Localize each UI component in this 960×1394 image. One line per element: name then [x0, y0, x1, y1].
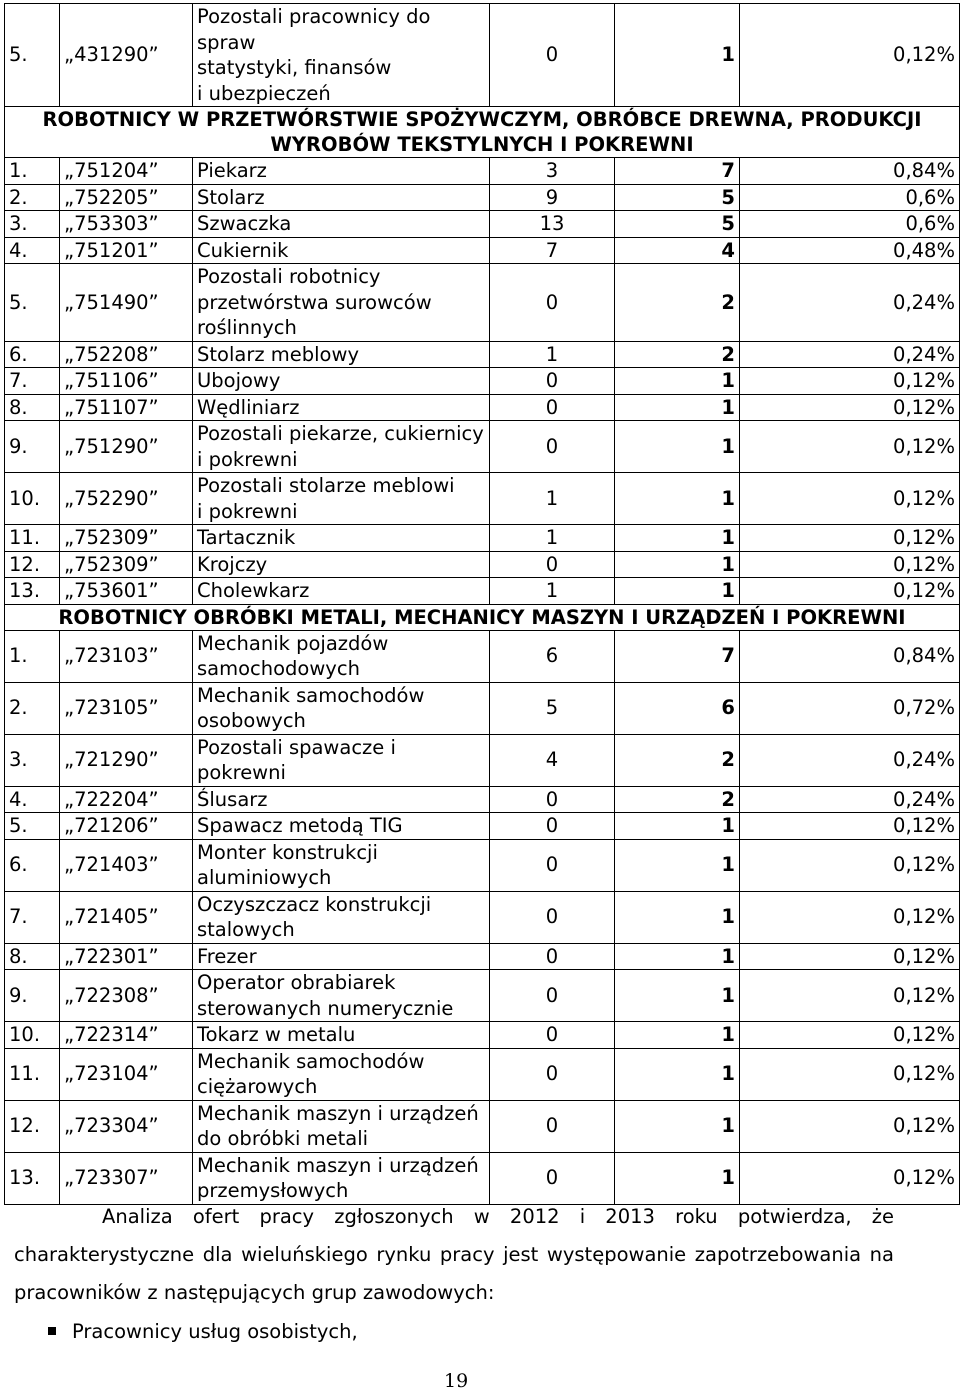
job-offers: 0 — [490, 891, 615, 943]
row-number: 2. — [5, 682, 60, 734]
occupation-code: „751290” — [60, 421, 193, 473]
table-row — [5, 525, 960, 552]
employed-count: 4 — [615, 237, 740, 264]
job-offers: 0 — [490, 1152, 615, 1204]
occupation-code: „752205” — [60, 184, 193, 211]
row-number: 12. — [5, 551, 60, 578]
occupation-name: Piekarz — [193, 158, 490, 185]
occupation-name: Ubojowy — [193, 368, 490, 395]
occupation-code: „723103” — [60, 630, 193, 682]
occupation-name: Frezer — [193, 943, 490, 970]
occupation-name: Oczyszczacz konstrukcji stalowych — [193, 891, 490, 943]
occupations-table — [4, 3, 960, 1205]
row-number: 8. — [5, 943, 60, 970]
share-percent: 0,12% — [740, 943, 960, 970]
share-percent: 0,12% — [740, 525, 960, 552]
job-offers: 13 — [490, 211, 615, 238]
share-percent: 0,12% — [740, 970, 960, 1022]
employed-count: 1 — [615, 578, 740, 605]
share-percent: 0,84% — [740, 630, 960, 682]
row-number: 2. — [5, 184, 60, 211]
row-number: 5. — [5, 4, 60, 107]
table-row — [5, 578, 960, 605]
job-offers: 0 — [490, 394, 615, 421]
table-row — [5, 1022, 960, 1049]
job-offers: 4 — [490, 734, 615, 786]
share-percent: 0,12% — [740, 1022, 960, 1049]
job-offers: 0 — [490, 813, 615, 840]
table-row — [5, 786, 960, 813]
table-row — [5, 4, 960, 107]
table-row — [5, 1048, 960, 1100]
occupation-name: Pozostali piekarze, cukiernicy i pokrewni — [193, 421, 490, 473]
occupation-name: Spawacz metodą TIG — [193, 813, 490, 840]
bullet-item-text: Pracownicy usług osobistych, — [72, 1320, 358, 1343]
occupation-name: Pozostali spawacze i pokrewni — [193, 734, 490, 786]
employed-count: 1 — [615, 525, 740, 552]
job-offers: 1 — [490, 473, 615, 525]
employed-count: 1 — [615, 4, 740, 107]
table-row — [5, 682, 960, 734]
occupation-code: „721403” — [60, 839, 193, 891]
page-number: 19 — [444, 1370, 469, 1392]
row-number: 6. — [5, 839, 60, 891]
occupation-name: Ślusarz — [193, 786, 490, 813]
job-offers: 0 — [490, 1048, 615, 1100]
share-percent: 0,6% — [740, 211, 960, 238]
occupation-code: „752309” — [60, 551, 193, 578]
occupation-code: „751204” — [60, 158, 193, 185]
employed-count: 5 — [615, 184, 740, 211]
share-percent: 0,12% — [740, 813, 960, 840]
share-percent: 0,72% — [740, 682, 960, 734]
job-offers: 0 — [490, 786, 615, 813]
job-offers: 0 — [490, 970, 615, 1022]
table-row — [5, 421, 960, 473]
job-offers: 6 — [490, 630, 615, 682]
occupation-code: „752208” — [60, 341, 193, 368]
employed-count: 1 — [615, 839, 740, 891]
table-row — [5, 551, 960, 578]
share-percent: 0,12% — [740, 891, 960, 943]
occupation-code: „722308” — [60, 970, 193, 1022]
job-offers: 0 — [490, 1022, 615, 1049]
job-offers: 0 — [490, 264, 615, 342]
employed-count: 1 — [615, 394, 740, 421]
occupation-name: Stolarz — [193, 184, 490, 211]
table-row — [5, 211, 960, 238]
job-offers: 0 — [490, 368, 615, 395]
occupation-code: „723105” — [60, 682, 193, 734]
occupation-name: Mechanik pojazdów samochodowych — [193, 630, 490, 682]
row-number: 6. — [5, 341, 60, 368]
employed-count: 1 — [615, 891, 740, 943]
share-percent: 0,12% — [740, 473, 960, 525]
occupation-code: „752290” — [60, 473, 193, 525]
occupation-name: Mechanik maszyn i urządzeń przemysłowych — [193, 1152, 490, 1204]
job-offers: 1 — [490, 525, 615, 552]
occupation-code: „721405” — [60, 891, 193, 943]
table-row — [5, 158, 960, 185]
row-number: 1. — [5, 630, 60, 682]
occupation-name: Pozostali stolarze meblowi i pokrewni — [193, 473, 490, 525]
occupation-name: Szwaczka — [193, 211, 490, 238]
employed-count: 2 — [615, 734, 740, 786]
occupation-name: Mechanik samochodów osobowych — [193, 682, 490, 734]
table-row — [5, 368, 960, 395]
occupation-code: „723307” — [60, 1152, 193, 1204]
row-number: 7. — [5, 368, 60, 395]
table-row — [5, 264, 960, 342]
share-percent: 0,12% — [740, 421, 960, 473]
paragraph-line-3: pracowników z następujących grup zawodowych: — [14, 1281, 495, 1304]
occupation-code: „721206” — [60, 813, 193, 840]
occupation-code: „722301” — [60, 943, 193, 970]
occupation-name: Tokarz w metalu — [193, 1022, 490, 1049]
share-percent: 0,84% — [740, 158, 960, 185]
occupation-code: „721290” — [60, 734, 193, 786]
row-number: 9. — [5, 970, 60, 1022]
row-number: 1. — [5, 158, 60, 185]
occupation-code: „722314” — [60, 1022, 193, 1049]
employed-count: 1 — [615, 1152, 740, 1204]
employed-count: 5 — [615, 211, 740, 238]
share-percent: 0,24% — [740, 264, 960, 342]
share-percent: 0,24% — [740, 734, 960, 786]
occupation-code: „753303” — [60, 211, 193, 238]
occupation-name: Monter konstrukcji aluminiowych — [193, 839, 490, 891]
job-offers: 7 — [490, 237, 615, 264]
job-offers: 1 — [490, 341, 615, 368]
table-row — [5, 630, 960, 682]
occupation-name: Krojczy — [193, 551, 490, 578]
occupation-name: Pozostali pracownicy do spraw statystyki, finansów i ubezpieczeń — [193, 4, 490, 107]
row-number: 9. — [5, 421, 60, 473]
occupation-name: Wędliniarz — [193, 394, 490, 421]
row-number: 4. — [5, 786, 60, 813]
row-number: 13. — [5, 578, 60, 605]
employed-count: 1 — [615, 473, 740, 525]
share-percent: 0,12% — [740, 839, 960, 891]
occupation-name: Mechanik samochodów ciężarowych — [193, 1048, 490, 1100]
section-header-row — [5, 107, 960, 158]
table-row — [5, 970, 960, 1022]
table-row — [5, 341, 960, 368]
occupation-name: Cukiernik — [193, 237, 490, 264]
employed-count: 1 — [615, 368, 740, 395]
occupation-name: Pozostali robotnicy przetwórstwa surowców roślinnych — [193, 264, 490, 342]
table-row — [5, 473, 960, 525]
occupation-code: „751106” — [60, 368, 193, 395]
employed-count: 1 — [615, 551, 740, 578]
share-percent: 0,48% — [740, 237, 960, 264]
row-number: 4. — [5, 237, 60, 264]
table-row — [5, 943, 960, 970]
row-number: 3. — [5, 211, 60, 238]
share-percent: 0,24% — [740, 341, 960, 368]
row-number: 12. — [5, 1100, 60, 1152]
job-offers: 0 — [490, 4, 615, 107]
share-percent: 0,24% — [740, 786, 960, 813]
row-number: 8. — [5, 394, 60, 421]
share-percent: 0,6% — [740, 184, 960, 211]
occupation-code: „722204” — [60, 786, 193, 813]
occupation-code: „751490” — [60, 264, 193, 342]
section-header-row — [5, 604, 960, 630]
job-offers: 9 — [490, 184, 615, 211]
job-offers: 0 — [490, 551, 615, 578]
row-number: 11. — [5, 1048, 60, 1100]
row-number: 5. — [5, 813, 60, 840]
job-offers: 3 — [490, 158, 615, 185]
employed-count: 7 — [615, 158, 740, 185]
job-offers: 0 — [490, 839, 615, 891]
bullet-item — [48, 1313, 358, 1351]
table-row — [5, 891, 960, 943]
row-number: 3. — [5, 734, 60, 786]
employed-count: 1 — [615, 813, 740, 840]
job-offers: 5 — [490, 682, 615, 734]
table-row — [5, 184, 960, 211]
section-header: ROBOTNICY W PRZETWÓRSTWIE SPOŻYWCZYM, OBRÓBCE DREWNA, PRODUKCJI WYROBÓW TEKSTYLNYCH I POKREWNI — [5, 107, 960, 158]
occupation-code: „751201” — [60, 237, 193, 264]
occupation-code: „723104” — [60, 1048, 193, 1100]
row-number: 10. — [5, 1022, 60, 1049]
employed-count: 1 — [615, 970, 740, 1022]
row-number: 5. — [5, 264, 60, 342]
row-number: 10. — [5, 473, 60, 525]
section-header: ROBOTNICY OBRÓBKI METALI, MECHANICY MASZYN I URZĄDZEŃ I POKREWNI — [5, 604, 960, 630]
share-percent: 0,12% — [740, 1048, 960, 1100]
occupation-code: „431290” — [60, 4, 193, 107]
job-offers: 0 — [490, 421, 615, 473]
share-percent: 0,12% — [740, 1152, 960, 1204]
employed-count: 1 — [615, 1048, 740, 1100]
share-percent: 0,12% — [740, 1100, 960, 1152]
job-offers: 0 — [490, 1100, 615, 1152]
paragraph-line-1: Analiza ofert pracy zgłoszonych w 2012 i 2013 roku potwierdza, że — [102, 1205, 894, 1228]
occupation-code: „723304” — [60, 1100, 193, 1152]
employed-count: 1 — [615, 421, 740, 473]
share-percent: 0,12% — [740, 551, 960, 578]
occupation-name: Mechanik maszyn i urządzeń do obróbki metali — [193, 1100, 490, 1152]
employed-count: 1 — [615, 1100, 740, 1152]
occupation-name: Stolarz meblowy — [193, 341, 490, 368]
table-row — [5, 237, 960, 264]
share-percent: 0,12% — [740, 394, 960, 421]
row-number: 11. — [5, 525, 60, 552]
share-percent: 0,12% — [740, 578, 960, 605]
share-percent: 0,12% — [740, 368, 960, 395]
table-row — [5, 1152, 960, 1204]
employed-count: 2 — [615, 264, 740, 342]
employed-count: 2 — [615, 786, 740, 813]
occupation-code: „752309” — [60, 525, 193, 552]
occupation-name: Tartacznik — [193, 525, 490, 552]
share-percent: 0,12% — [740, 4, 960, 107]
occupation-name: Cholewkarz — [193, 578, 490, 605]
row-number: 13. — [5, 1152, 60, 1204]
paragraph-line-2: charakterystyczne dla wieluńskiego rynku pracy jest występowanie zapotrzebowania na — [14, 1243, 894, 1266]
occupations-table-body — [5, 4, 960, 1205]
employed-count: 1 — [615, 943, 740, 970]
job-offers: 0 — [490, 943, 615, 970]
employed-count: 1 — [615, 1022, 740, 1049]
job-offers: 1 — [490, 578, 615, 605]
employed-count: 6 — [615, 682, 740, 734]
occupation-name: Operator obrabiarek sterowanych numerycznie — [193, 970, 490, 1022]
table-row — [5, 839, 960, 891]
employed-count: 2 — [615, 341, 740, 368]
table-row — [5, 394, 960, 421]
employed-count: 7 — [615, 630, 740, 682]
occupation-code: „751107” — [60, 394, 193, 421]
table-row — [5, 1100, 960, 1152]
table-row — [5, 813, 960, 840]
row-number: 7. — [5, 891, 60, 943]
occupation-code: „753601” — [60, 578, 193, 605]
table-row — [5, 734, 960, 786]
bullet-square-icon — [48, 1327, 56, 1335]
